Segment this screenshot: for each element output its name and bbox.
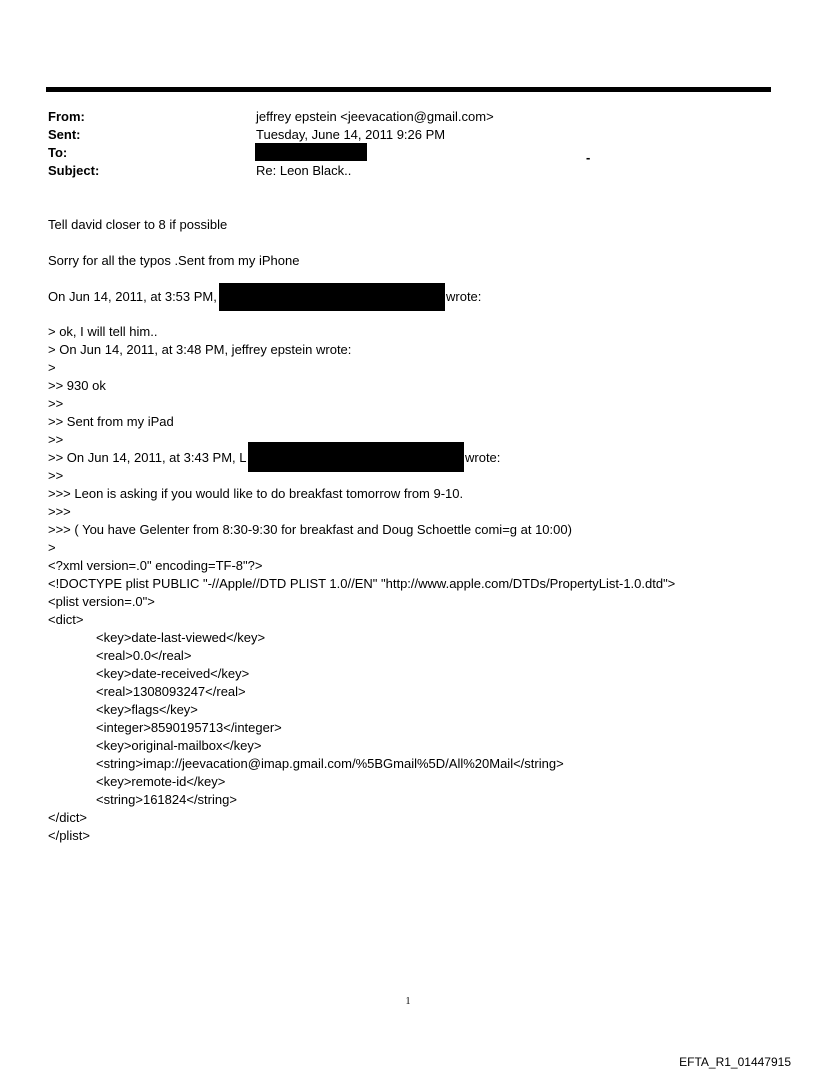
quoted-line: > On Jun 14, 2011, at 3:48 PM, jeffrey epstein wrote:: [48, 342, 352, 357]
quoted-line: >>> Leon is asking if you would like to do breakfast tomorrow from 9-10.: [48, 486, 464, 501]
quoted-reply-header-prefix: >> On Jun 14, 2011, at 3:43 PM, L: [48, 450, 247, 465]
quoted-line: > ok, I will tell him..: [48, 324, 158, 339]
plist-line: <key>original-mailbox</key>: [96, 738, 262, 753]
plist-line: <real>1308093247</real>: [96, 684, 246, 699]
quoted-line: >: [48, 540, 56, 555]
quoted-line: >: [48, 360, 56, 375]
quoted-line: >> 930 ok: [48, 378, 106, 393]
sent-label: Sent:: [48, 127, 81, 142]
header-divider: [46, 87, 771, 92]
quoted-line: >>> ( You have Gelenter from 8:30-9:30 for breakfast and Doug Schoettle comi=g at 10:00): [48, 522, 572, 537]
from-value: jeffrey epstein <jeevacation@gmail.com>: [256, 109, 494, 124]
body-line-2: Sorry for all the typos .Sent from my iPhone: [48, 253, 300, 268]
subject-label: Subject:: [48, 163, 100, 178]
plist-line: <key>flags</key>: [96, 702, 198, 717]
plist-line: <key>remote-id</key>: [96, 774, 226, 789]
quoted-line: >>: [48, 468, 64, 483]
plist-line: <!DOCTYPE plist PUBLIC "-//Apple//DTD PLIST 1.0//EN" "http://www.apple.com/DTDs/PropertyList-1.0.dtd">: [48, 576, 676, 591]
quoted-line: >>: [48, 432, 64, 447]
plist-line: <key>date-last-viewed</key>: [96, 630, 266, 645]
subject-value: Re: Leon Black..: [256, 163, 352, 178]
plist-line: <string>161824</string>: [96, 792, 237, 807]
plist-line: </plist>: [48, 828, 90, 843]
reply-header-suffix: wrote:: [446, 289, 482, 304]
from-label: From:: [48, 109, 85, 124]
to-trailing-mark: -: [586, 150, 591, 165]
plist-line: </dict>: [48, 810, 88, 825]
plist-line: <plist version=.0">: [48, 594, 155, 609]
reply-header-prefix: On Jun 14, 2011, at 3:53 PM,: [48, 289, 217, 304]
plist-line: <integer>8590195713</integer>: [96, 720, 282, 735]
sent-value: Tuesday, June 14, 2011 9:26 PM: [256, 127, 446, 142]
plist-line: <real>0.0</real>: [96, 648, 192, 663]
plist-line: <?xml version=.0" encoding=TF-8"?>: [48, 558, 263, 573]
quoted-line: >>>: [48, 504, 71, 519]
body-line-1: Tell david closer to 8 if possible: [48, 217, 228, 232]
quoted-sender-redaction: [248, 442, 464, 472]
quoted-line: >>: [48, 396, 64, 411]
to-label: To:: [48, 145, 68, 160]
plist-line: <dict>: [48, 612, 84, 627]
quoted-reply-header-suffix: wrote:: [465, 450, 501, 465]
plist-line: <key>date-received</key>: [96, 666, 250, 681]
document-id: EFTA_R1_01447915: [679, 1055, 791, 1069]
quoted-line: >> Sent from my iPad: [48, 414, 174, 429]
page-number: 1: [405, 996, 411, 1007]
to-redaction: [255, 143, 367, 161]
sender-redaction: [219, 283, 445, 311]
plist-line: <string>imap://jeevacation@imap.gmail.com/%5BGmail%5D/All%20Mail</string>: [96, 756, 564, 771]
